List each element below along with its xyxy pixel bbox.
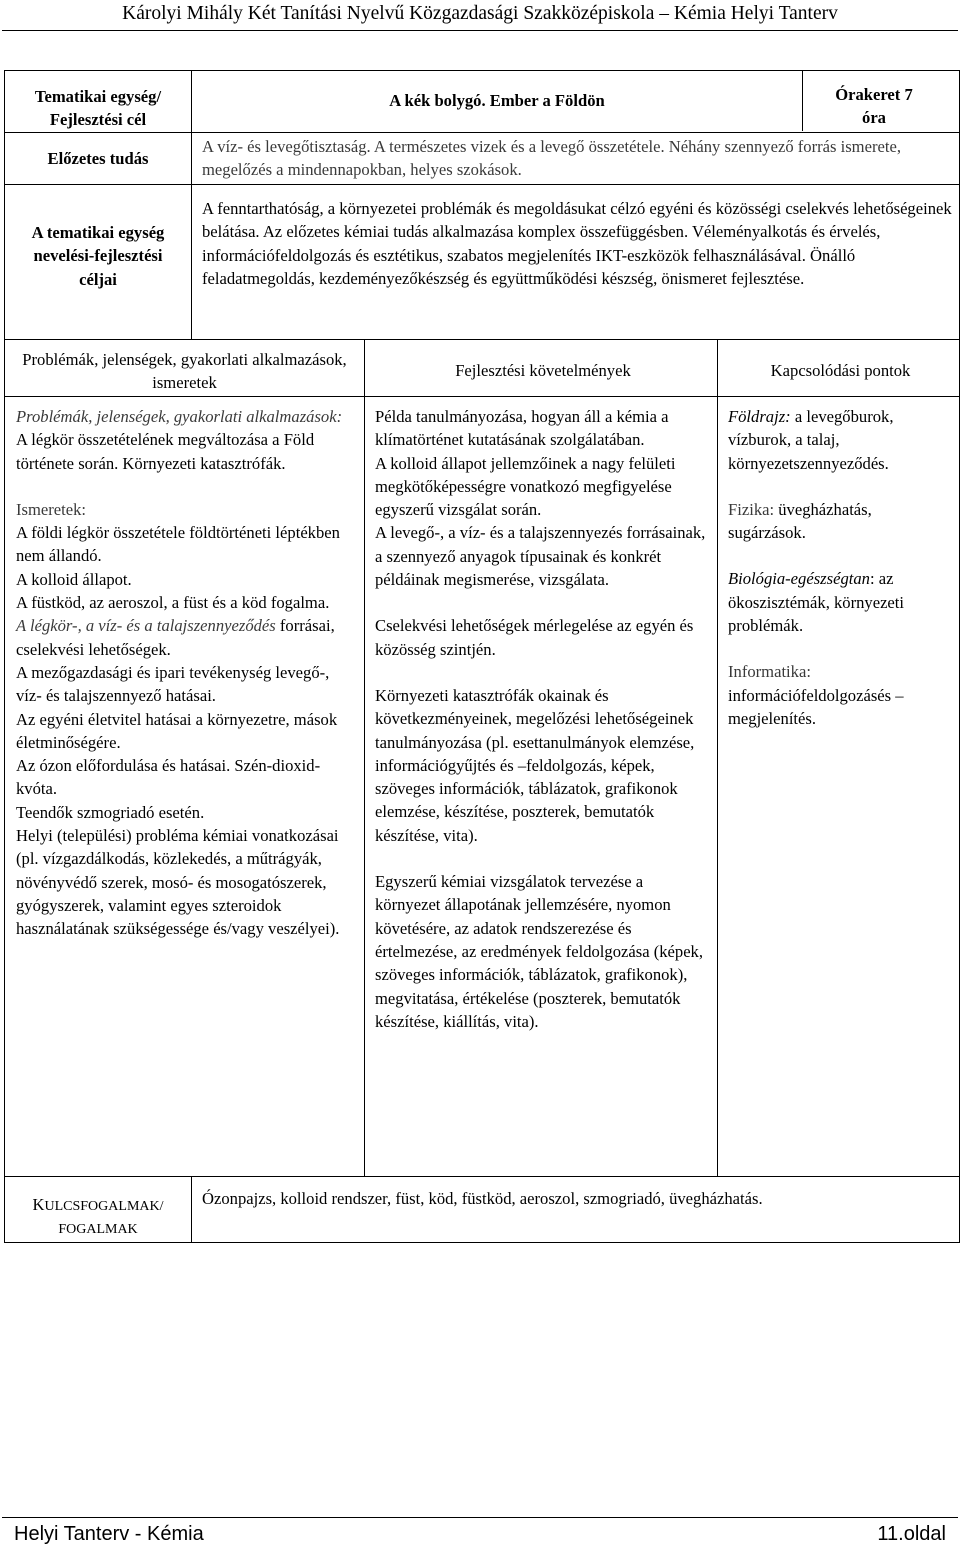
footer-divider bbox=[2, 1517, 958, 1518]
prior-knowledge-text: A víz- és levegőtisztaság. A természetes vizek és a levegő összetétele. Néhány szennyező forrás ismerete, megelőzés a mindennapokban, helyes szokások. bbox=[192, 133, 960, 185]
knowledge-item: Az ózon előfordulása és hatásai. Szén-dioxid-kvóta. bbox=[16, 756, 321, 799]
label-thematic-unit: Tematikai egység/ Fejlesztési cél bbox=[5, 71, 192, 133]
knowledge-item: A mezőgazdasági és ipari tevékenység levegő-, víz- és talajszennyező hatásai. bbox=[16, 662, 330, 706]
knowledge-item: A légkör-, a víz- és a talajszennyeződés forrásai, cselekvési lehetőségek. bbox=[16, 616, 335, 659]
label-goals: A tematikai egység nevelési-fejlesztési céljai bbox=[5, 185, 192, 340]
requirement-item: A levegő-, a víz- és a talajszennyezés forrásainak, a szennyező anyagok típusainak és konkrét példáinak megismerése, vizsgálata. bbox=[375, 523, 706, 590]
header-problems: Problémák, jelenségek, gyakorlati alkalmazások, ismeretek bbox=[5, 340, 365, 397]
footer-page-number: 11.oldal bbox=[877, 1523, 946, 1545]
cell-topic bbox=[192, 71, 960, 133]
footer-document-name: Helyi Tanterv - Kémia bbox=[14, 1523, 204, 1545]
knowledge-item: A kolloid állapot. bbox=[16, 569, 132, 589]
knowledge-item: Teendők szmogriadó esetén. bbox=[16, 802, 205, 822]
connection-geography: Földrajz: a levegőburok, vízburok, a talaj, környezetszennyeződés. bbox=[728, 407, 894, 473]
keywords-text: Ózonpajzs, kolloid rendszer, füst, köd, füstköd, aeroszol, szmogriadó, üvegházhatás. bbox=[192, 1177, 960, 1243]
content-connections bbox=[718, 397, 960, 1177]
problems-heading: Problémák, jelenségek, gyakorlati alkalmazások: bbox=[16, 407, 343, 426]
knowledge-item: A földi légkör összetétele földtörténeti léptékben nem állandó. bbox=[16, 523, 340, 566]
row-keywords bbox=[5, 1177, 960, 1243]
requirement-item: Cselekvési lehetőségek mérlegelése az egyén és közösség szintjén. bbox=[375, 616, 694, 659]
requirement-item: Példa tanulmányozása, hogyan áll a kémia a klímatörténet kutatásának szolgálatában. bbox=[375, 407, 669, 450]
label-keywords: KULCSFOGALMAK/ FOGALMAK bbox=[5, 1177, 192, 1243]
connection-physics: Fizika: üvegházhatás, sugárzások. bbox=[728, 499, 872, 543]
curriculum-table bbox=[4, 70, 960, 1243]
connection-informatics: Informatika: információfeldolgozásés – megjelenítés. bbox=[728, 662, 904, 728]
knowledge-item: A füstköd, az aeroszol, a füst és a köd fogalma. bbox=[16, 593, 330, 613]
row-thematic-unit bbox=[5, 71, 960, 133]
content-problems-knowledge bbox=[5, 397, 365, 1177]
content-requirements bbox=[365, 397, 718, 1177]
row-goals bbox=[5, 185, 960, 340]
topic-divider bbox=[802, 71, 803, 131]
topic-title: A kék bolygó. Ember a Földön bbox=[389, 91, 605, 111]
requirement-item: A kolloid állapot jellemzőinek a nagy felületi megkötőképességre vonatkozó megfigyelése egyszerű vizsgálat során. bbox=[375, 453, 676, 520]
problems-text: A légkör összetételének megváltozása a Föld története során. Környezeti katasztrófák. bbox=[16, 430, 315, 473]
requirement-item: Egyszerű kémiai vizsgálatok tervezése a környezet állapotának jellemzésére, nyomon követésére, az adatok rendszerezése és értelmezése, az eredmények feldolgozása (képek, szöveges információk, táblázatok, grafikonok), megvitatása, értékelése (poszterek, bemutatók készítése, kiállítás, vita). bbox=[375, 872, 704, 1031]
row-prior-knowledge bbox=[5, 133, 960, 185]
label-prior-knowledge: Előzetes tudás bbox=[5, 133, 192, 185]
row-column-headers bbox=[5, 340, 960, 397]
row-content bbox=[5, 397, 960, 1177]
requirement-item: Környezeti katasztrófák okainak és következményeinek, megelőzési lehetőségeinek tanulmányozása (pl. esettanulmányok elemzése, információgyűjtés és –feldolgozás, képek, szöveges információk, táblázatok, grafikonok elemzése, készítése, poszterek, bemutatók készítése, vita). bbox=[375, 685, 695, 845]
header-requirements: Fejlesztési követelmények bbox=[365, 340, 718, 397]
knowledge-heading: Ismeretek: bbox=[16, 499, 87, 519]
document-header-title: Károlyi Mihály Két Tanítási Nyelvű Közgazdasági Szakközépiskola – Kémia Helyi Tanterv bbox=[122, 3, 838, 24]
header-divider bbox=[2, 30, 958, 31]
knowledge-item: Helyi (települési) probléma kémiai vonatkozásai (pl. vízgazdálkodás, közlekedés, a műtrágyák, növényvédő szerek, mosó- és mosogatószerek, gyógyszerek, valamint egyes szteroidok használatának szükségessége és/vagy veszélyei). bbox=[16, 826, 340, 939]
header-connections: Kapcsolódási pontok bbox=[718, 340, 960, 397]
hours-label: Órakeret 7 óra bbox=[835, 85, 913, 128]
knowledge-item: Az egyéni életvitel hatásai a környezetre, mások életminőségére. bbox=[16, 709, 338, 752]
goals-text: A fenntarthatóság, a környezetei problémák és megoldásukat célzó egyéni és közösségi cselekvés lehetőségeinek belátása. Az előzetes kémiai tudás alkalmazása komplex összefüggésben. Véleményalkotás és érvelés, információfeldolgozás és esztétikus, szabatos megjelenítés IKT-eszközök felhasználásával. Önálló feladatmegoldás, kezdeményezőkészség és együttműködési készség, önismeret fejlesztése. bbox=[192, 185, 960, 340]
connection-biology: Biológia-egészségtan: az ökoszisztémák, környezeti problémák. bbox=[728, 569, 905, 636]
